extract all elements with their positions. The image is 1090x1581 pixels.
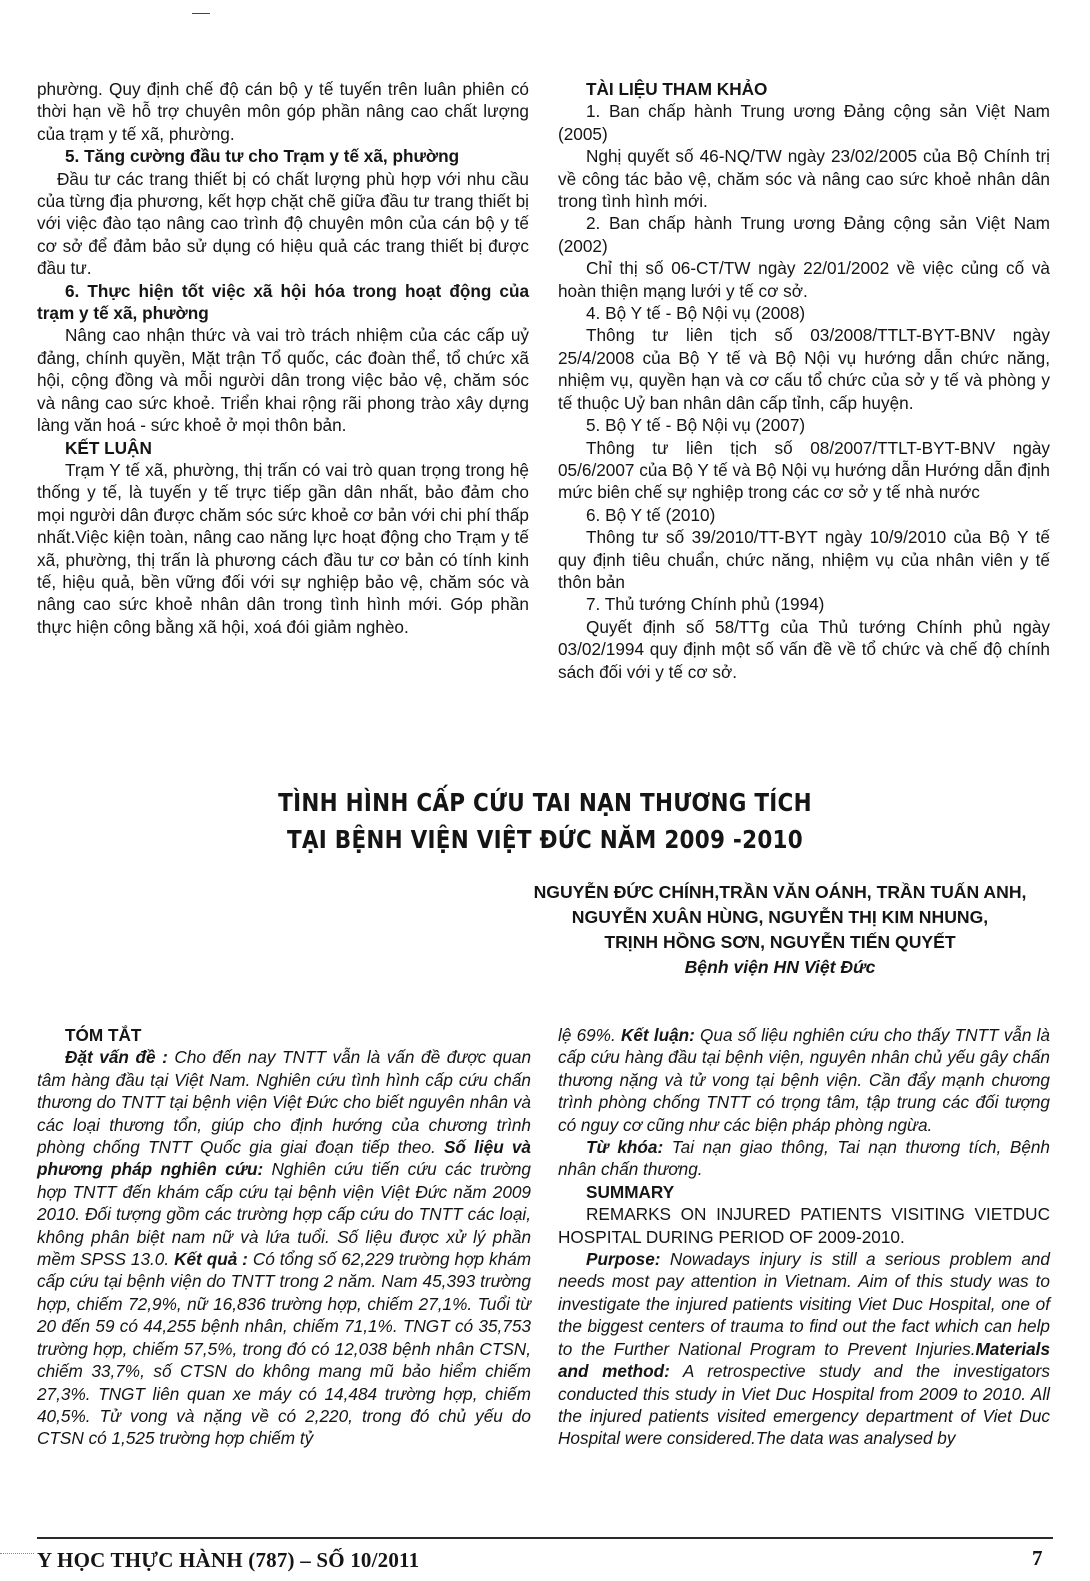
authors-line: NGUYỄN XUÂN HÙNG, NGUYỄN THỊ KIM NHUNG, bbox=[571, 907, 989, 927]
label-purpose: Purpose: bbox=[586, 1249, 661, 1270]
title-line: TÌNH HÌNH CẤP CỨU TAI NẠN THƯƠNG TÍCH bbox=[278, 788, 812, 817]
reference-body: Quyết định số 58/TTg của Thủ tướng Chính phủ ngày 03/02/1994 quy định một số vấn đề về tổ chức và chế độ chính sách đối với y tế cơ sở. bbox=[558, 616, 1050, 682]
references-column bbox=[558, 78, 1050, 683]
reference-body: Thông tư số 39/2010/TT-BYT ngày 10/9/2010 của Bộ Y tế quy định tiêu chuẩn, chức năng, nhiệm vụ của nhân viên y tế thôn bản bbox=[558, 527, 1050, 592]
footer-rule bbox=[37, 1537, 1053, 1539]
authors-line: NGUYỄN ĐỨC CHÍNH,TRẦN VĂN OÁNH, TRẦN TUẤN ANH, bbox=[533, 882, 1027, 902]
reference-body: Nghị quyết số 46-NQ/TW ngày 23/02/2005 của Bộ Chính trị về công tác bảo vệ, chăm sóc và nâng cao sức khoẻ nhân dân trong tình hình mới. bbox=[558, 146, 1050, 212]
paragraph: phường. Quy định chế độ cán bộ y tế tuyến trên luân phiên có thời hạn về hỗ trợ chuyên môn góp phần nâng cao chất lượng của trạm y tế xã, phường. bbox=[37, 79, 529, 144]
reference-body: Chỉ thị số 06-CT/TW ngày 22/01/2002 về việc củng cố và hoàn thiện mạng lưới y tế cơ sở. bbox=[558, 258, 1050, 301]
authors-block bbox=[470, 880, 1090, 980]
abstract-heading: TÓM TẮT bbox=[65, 1025, 142, 1045]
footer-dots bbox=[0, 1553, 34, 1554]
text-keywords: Tai nạn giao thông, Tai nạn thương tích, Bệnh nhân chấn thương. bbox=[558, 1137, 1050, 1180]
label-result: Kết quả : bbox=[174, 1249, 248, 1270]
paragraph: Đầu tư các trang thiết bị có chất lượng phù hợp với nhu cầu của từng địa phương, kết hợp chặt chẽ giữa đầu tư trang thiết bị với việc đào tạo nâng cao trình độ chuyên môn của cán bộ y tế cơ sở để đảm bảo sử dụng có hiệu quả các trang thiết bị được đầu tư. bbox=[37, 168, 529, 279]
scan-artifact bbox=[192, 13, 210, 14]
references-heading: TÀI LIỆU THAM KHẢO bbox=[586, 79, 768, 99]
top-left-column bbox=[37, 78, 529, 638]
label-materials: Materials and method: bbox=[558, 1338, 1050, 1382]
page-number: 7 bbox=[1032, 1546, 1043, 1570]
title-line: TẠI BỆNH VIỆN VIỆT ĐỨC NĂM 2009 -2010 bbox=[286, 825, 803, 854]
text-problem: Cho đến nay TNTT vẫn là vấn đề được quan tâm hàng đầu tại Việt Nam. Nghiên cứu tình hình cấp cứu chấn thương do TNTT tại bệnh viện Việt Đức cho biết nguyên nhân và các loại thương tổn, giúp cho định hướng của chương trình phòng chống TNTT Quốc gia giai đoạn tiếp theo. bbox=[37, 1047, 532, 1158]
reference-title: 4. Bộ Y tế - Bộ Nội vụ (2008) bbox=[586, 303, 806, 324]
summary-heading: SUMMARY bbox=[586, 1181, 675, 1202]
abstract-en-column bbox=[558, 1024, 1050, 1450]
label-method: Số liệu và phương pháp nghiên cứu: bbox=[37, 1137, 531, 1180]
reference-title: 6. Bộ Y tế (2010) bbox=[586, 504, 716, 525]
summary-title: REMARKS ON INJURED PATIENTS VISITING VIETDUC HOSPITAL DURING PERIOD OF 2009-2010. bbox=[558, 1204, 1050, 1247]
label-problem: Đặt vấn đề : bbox=[65, 1047, 168, 1068]
authors-line: TRỊNH HỒNG SƠN, NGUYỄN TIẾN QUYẾT bbox=[604, 932, 956, 952]
reference-title: 5. Bộ Y tế - Bộ Nội vụ (2007) bbox=[586, 415, 806, 436]
affiliation: Bệnh viện HN Việt Đức bbox=[684, 957, 876, 977]
reference-title: 1. Ban chấp hành Trung ương Đảng cộng sản Việt Nam (2005) bbox=[558, 101, 1050, 144]
article-title bbox=[76, 784, 1013, 858]
section-heading-6: 6. Thực hiện tốt việc xã hội hóa trong hoạt động của trạm y tế xã, phường bbox=[37, 280, 529, 324]
reference-title: 2. Ban chấp hành Trung ương Đảng cộng sản Việt Nam (2002) bbox=[558, 213, 1050, 256]
reference-title: 7. Thủ tướng Chính phủ (1994) bbox=[586, 594, 825, 615]
conclusion-heading: KẾT LUẬN bbox=[65, 437, 152, 458]
label-keywords: Từ khóa: bbox=[586, 1137, 664, 1158]
text-result-cont: lệ 69%. bbox=[558, 1025, 616, 1045]
text-materials: A retrospective study and the investigators conducted this study in Viet Duc Hospital from 2009 to 2010. All the injured patients visited emergency department of Viet Duc Hospital were considered.The data was analysed by bbox=[558, 1361, 1050, 1449]
label-conclusion: Kết luận: bbox=[620, 1025, 695, 1045]
reference-body: Thông tư liên tịch số 08/2007/TTLT-BYT-BNV ngày 05/6/2007 của Bộ Y tế và Bộ Nội vụ hướng dẫn Hướng dẫn định mức biên chế sự nghiệp trong các cơ sở y tế nhà nước bbox=[558, 437, 1050, 503]
text-result: Có tổng số 62,229 trường hợp khám cấp cứu tại bệnh viện do TNTT trong 2 năm. Nam 45,393 trường hợp, chiếm 72,9%, nữ 16,836 trường hợp, chiếm 27,1%. Tuổi từ 20 đến 59 có 44,255 bệnh nhân, chiếm 71,1%. TNGT có 35,753 trường hợp, chiếm 57,5%, trong đó có 12,038 bệnh nhân CTSN, chiếm 33,7%, số CTSN do không mang mũ bảo hiểm chiếm 27,3%. TNGT liên quan xe máy có 14,484 trường hợp, chiếm 40,5%. Tử vong và nặng về có 2,220, trong đó chủ yếu do CTSN có 1,525 trường hợp chiếm tỷ bbox=[37, 1249, 532, 1449]
text-purpose: Nowadays injury is still a serious problem and needs most pay attention in Vietnam. Aim of this study was to investigate the injured patients visiting Viet Duc Hospital, one of the biggest centers of trauma to find out the fact which can help to the Further National Program to Prevent Injuries. bbox=[558, 1249, 1050, 1359]
abstract-vi-column bbox=[37, 1024, 531, 1450]
paragraph: Nâng cao nhận thức và vai trò trách nhiệm của các cấp uỷ đảng, chính quyền, Mặt trận Tổ quốc, các đoàn thể, tổ chức xã hội, cộng đồng và mỗi người dân trong việc bảo vệ, chăm sóc và nâng cao sức khoẻ. Triển khai rộng rãi phong trào xây dựng làng văn hoá - sức khoẻ ở mọi thôn bản. bbox=[37, 325, 529, 436]
reference-body: Thông tư liên tịch số 03/2008/TTLT-BYT-BNV ngày 25/4/2008 của Bộ Y tế và Bộ Nội vụ hướng dẫn chức năng, nhiệm vụ, quyền hạn và cơ cấu tổ chức của sở y tế và phòng y tế thuộc Uỷ ban nhân dân cấp tỉnh, cấp huyện. bbox=[558, 325, 1050, 413]
journal-footer: Y HỌC THỰC HÀNH (787) – SỐ 10/2011 bbox=[37, 1548, 420, 1572]
paragraph: Trạm Y tế xã, phường, thị trấn có vai trò quan trọng trong hệ thống y tế, là tuyến y tế trực tiếp gần dân nhất, bảo đảm cho mọi người dân được chăm sóc sức khoẻ cơ bản với chi phí thấp nhất.Việc kiện toàn, nâng cao năng lực hoạt động cho Trạm y tế xã, phường, thị trấn là phương cách đầu tư cơ bản có tính kinh tế, hiệu quả, bền vững đối với sự nghiệp bảo vệ, chăm sóc và nâng cao sức khoẻ nhân dân trong tình hình mới. Góp phần thực hiện công bằng xã hội, xoá đói giảm nghèo. bbox=[37, 459, 529, 637]
text-method: Nghiên cứu tiến cứu các trường hợp TNTT đến khám cấp cứu tại bệnh viện Việt Đức năm 2009 2010. Đối tượng gồm các trường hợp cấp cứu do TNTT các loại, không phân biệt nam nữ và lứa tuổi. Số liệu được xử lý phần mềm SPSS 13.0. bbox=[37, 1159, 531, 1270]
text-conclusion: Qua số liệu nghiên cứu cho thấy TNTT vẫn là cấp cứu hàng đầu tại bệnh viện, nguyên nhân chủ yếu gây chấn thương nặng và tử vong tại bệnh viện. Cần đẩy mạnh chương trình phòng chống TNTT có trọng tâm, tập trung các đối tượng có nguy cơ cũng như các biện pháp phòng ngừa. bbox=[558, 1025, 1050, 1135]
section-heading-5: 5. Tăng cường đầu tư cho Trạm y tế xã, phường bbox=[65, 146, 460, 167]
